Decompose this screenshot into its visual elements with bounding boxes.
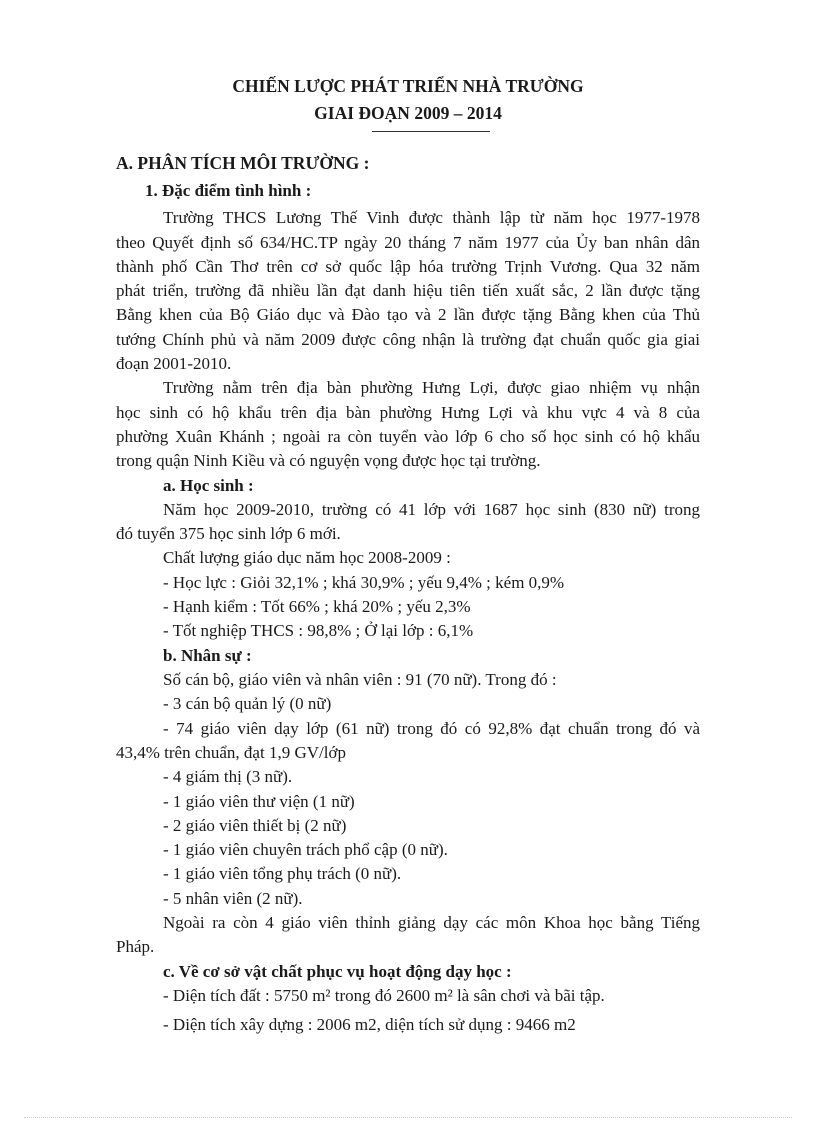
staff-supervisors: - 4 giám thị (3 nữ). [163,767,293,786]
staff-librarian: - 1 giáo viên thư viện (1 nữ) [163,792,355,811]
facility-land-area: - Diện tích đất : 5750 m² trong đó 2600 m² là sân chơi và bãi tập. [163,986,605,1005]
document-title-line2: GIAI ĐOẠN 2009 – 2014 [314,103,502,123]
subsection-b-heading: b. Nhân sự : [163,646,252,665]
para2-line3: phường Xuân Khánh ; ngoài ra còn tuyển vào lớp 6 cho số học sinh có hộ khẩu [116,427,700,446]
para1-line5: Bằng khen của Bộ Giáo dục và Đào tạo và 2 lần được tặng Bằng khen của Thủ [116,305,700,324]
para1-line3: thành phố Cần Thơ trên cơ sở quốc lập hóa trường Trịnh Vương. Qua 32 năm [116,257,700,276]
quality-heading: Chất lượng giáo dục năm học 2008-2009 : [163,548,451,567]
staff-universal-education: - 1 giáo viên chuyên trách phổ cập (0 nữ). [163,840,448,859]
title-underline [372,131,490,132]
staff-employees: - 5 nhân viên (2 nữ). [163,889,303,908]
para1-line2: theo Quyết định số 634/HC.TP ngày 20 tháng 7 năm 1977 của Ủy ban nhân dân [116,233,700,252]
para2-line4: trong quận Ninh Kiều và có nguyện vọng được học tại trường. [116,451,541,470]
quality-item-graduation: - Tốt nghiệp THCS : 98,8% ; Ở lại lớp : 6,1% [163,621,474,640]
para3-line2: đó tuyển 375 học sinh lớp 6 mới. [116,524,341,543]
quality-item-academic: - Học lực : Giỏi 32,1% ; khá 30,9% ; yếu 9,4% ; kém 0,9% [163,573,565,592]
para2-line2: học sinh có hộ khẩu trên địa bàn phường Hưng Lợi và khu vực 4 và 8 của [116,403,700,422]
visiting-teachers-line1: Ngoài ra còn 4 giáo viên thỉnh giảng dạy các môn Khoa học bằng Tiếng [163,913,700,932]
para3-line1: Năm học 2009-2010, trường có 41 lớp với 1687 học sinh (830 nữ) trong [163,500,700,519]
subsection-c-heading: c. Về cơ sở vật chất phục vụ hoạt động dạy học : [163,962,512,981]
subsection-a-heading: a. Học sinh : [163,476,254,495]
document-title-line1: CHIẾN LƯỢC PHÁT TRIỂN NHÀ TRƯỜNG [232,76,584,96]
facility-built-area: - Diện tích xây dựng : 2006 m2, diện tích sử dụng : 9466 m2 [163,1015,576,1034]
page-bottom-border [24,1117,792,1118]
staff-teachers-line2: 43,4% trên chuẩn, đạt 1,9 GV/lớp [116,743,346,762]
para1-line6: tướng Chính phủ và năm 2009 được công nhận là trường đạt chuẩn quốc gia giai [116,330,700,349]
para1-line1: Trường THCS Lương Thế Vinh được thành lập từ năm học 1977-1978 [163,208,700,227]
para2-line1: Trường nằm trên địa bàn phường Hưng Lợi, được giao nhiệm vụ nhận [163,378,700,397]
staff-intro: Số cán bộ, giáo viên và nhân viên : 91 (70 nữ). Trong đó : [163,670,557,689]
staff-general-leader: - 1 giáo viên tổng phụ trách (0 nữ). [163,864,402,883]
section-a-heading: A. PHÂN TÍCH MÔI TRƯỜNG : [116,153,370,173]
quality-item-conduct: - Hạnh kiểm : Tốt 66% ; khá 20% ; yếu 2,3% [163,597,471,616]
subsection-1-heading: 1. Đặc điểm tình hình : [145,181,312,200]
visiting-teachers-line2: Pháp. [116,937,155,956]
staff-equipment: - 2 giáo viên thiết bị (2 nữ) [163,816,347,835]
staff-managers: - 3 cán bộ quản lý (0 nữ) [163,694,332,713]
para1-line4: phát triển, trường đã nhiều lần đạt danh hiệu tiên tiến xuất sắc, 2 lần được tặng [116,281,700,300]
staff-teachers-line1: - 74 giáo viên dạy lớp (61 nữ) trong đó có 92,8% đạt chuẩn trong đó và [163,719,700,738]
para1-line7: đoạn 2001-2010. [116,354,232,373]
